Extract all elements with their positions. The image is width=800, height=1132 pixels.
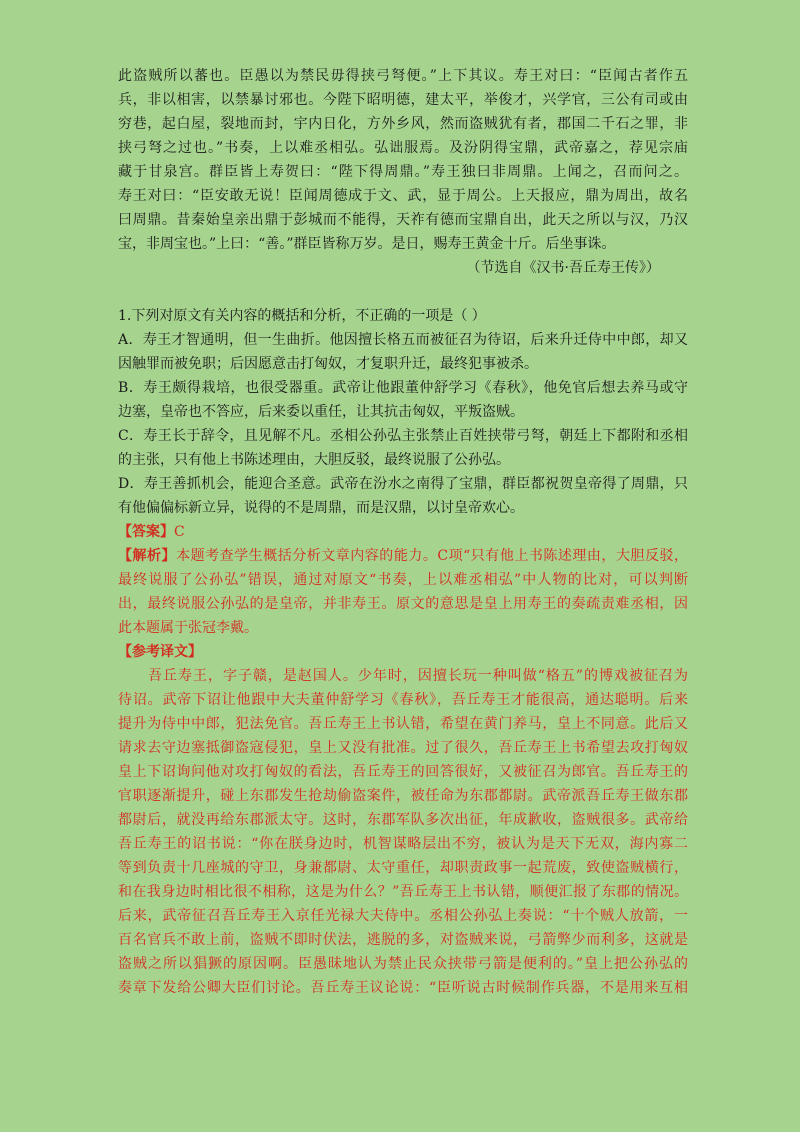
translation-line: 吾丘寿王，字子赣，是赵国人。少年时，因擅长玩一种叫做“格五”的博戏被征召为 [148, 668, 688, 684]
translation-line: 请求去守边塞抵御盗寇侵犯，皇上又没有批准。过了很久，吾丘寿王上书希望去攻打匈奴 [118, 740, 688, 756]
analysis-line: 此本题属于张冠李戴。 [118, 620, 258, 636]
passage-line: 寿王对曰：“臣安敢无说！臣闻周德成于文、武，显于周公。上天报应，鼎为周出，故名 [118, 188, 688, 204]
option-c-line: 的主张，只有他上书陈述理由，大胆反驳，最终说服了公孙弘。 [118, 452, 510, 468]
passage-line: 藏于甘泉宫。群臣皆上寿贺曰：“陛下得周鼎。”寿王独曰非周鼎。上闻之，召而问之。 [118, 164, 688, 180]
passage-source: （节选自《汉书·吾丘寿王传》） [466, 260, 660, 276]
answer-section [118, 520, 688, 544]
translation-line: 皇上下诏询问他对攻打匈奴的看法，吾丘寿王的回答很好，又被征召为郎官。吾丘寿王的 [118, 764, 688, 780]
passage-line: 兵，非以相害，以禁暴讨邪也。今陛下昭明德，建太平，举俊才，兴学官，三公有司或由 [118, 92, 688, 108]
translation-line: 提升为侍中中郎，犯法免官。吾丘寿王上书认错，希望在黄门养马，皇上不同意。此后又 [118, 716, 688, 732]
translation-line: 和在我身边时相比很不相称，这是为什么？”吾丘寿王上书认错，顺便汇报了东郡的情况。 [118, 884, 688, 900]
passage-line: 穷巷，起白屋，裂地而封，宇内日化，方外乡风，然而盗贼犹有者，郡国二千石之罪，非 [118, 116, 688, 132]
translation-line: 后来，武帝征召吾丘寿王入京任光禄大夫侍中。丞相公孙弘上奏说：“十个贼人放箭，一 [118, 908, 688, 924]
analysis-text: 本题考查学生概括分析文章内容的能力。C项“只有他上书陈述理由，大胆反驳， [176, 548, 688, 564]
question-stem: 1.下列对原文有关内容的概括和分析，不正确的一项是（ ） [118, 308, 486, 324]
translation-line: 奏章下发给公卿大臣们讨论。吾丘寿王议论说：“臣听说古时候制作兵器，不是用来互相 [118, 980, 688, 996]
analysis-line: 最终说服了公孙弘”错误，通过对原文“书奏，上以难丞相弘”中人物的比对，可以判断 [118, 572, 688, 588]
passage-line: 曰周鼎。昔秦始皇亲出鼎于彭城而不能得，天祚有德而宝鼎自出，此天之所以与汉，乃汉 [118, 212, 688, 228]
analysis-label: 【解析】 [118, 548, 177, 564]
option-c-line: C．寿王长于辞令，且见解不凡。丞相公孙弘主张禁止百姓挟带弓弩，朝廷上下都附和丞相 [118, 428, 688, 444]
translation-line: 等到负责十几座城的守卫，身兼都尉、太守重任，却职责政事一起荒废，致使盗贼横行， [118, 860, 688, 876]
option-d-line: D．寿王善抓机会，能迎合圣意。武帝在汾水之南得了宝鼎，群臣都祝贺皇帝得了周鼎，只 [118, 476, 688, 492]
option-a-line: A．寿王才智通明，但一生曲折。他因擅长格五而被征召为待诏，后来升迁侍中中郎，却又 [118, 332, 688, 348]
translation-label: 【参考译文】 [118, 644, 202, 660]
option-b-line: 边塞，皇帝也不答应，后来委以重任，让其抗击匈奴，平叛盗贼。 [118, 404, 524, 420]
analysis-line [118, 544, 688, 568]
passage-line: 宝，非周宝也。”上曰：“善。”群臣皆称万岁。是日，赐寿王黄金十斤。后坐事诛。 [118, 236, 616, 252]
analysis-section [118, 544, 688, 640]
answer-value: C [174, 524, 185, 540]
option-a-line: 因触罪而被免职；后因愿意击打匈奴，才复职升迁，最终犯事被杀。 [118, 356, 538, 372]
translation-line: 待诏。武帝下诏让他跟中大夫董仲舒学习《春秋》，吾丘寿王才能很高，通达聪明。后来 [118, 692, 688, 708]
translation-line: 百名官兵不敢上前，盗贼不即时伏法，逃脱的多，对盗贼来说，弓箭弊少而利多，这就是 [118, 932, 688, 948]
option-b-line: B．寿王颇得栽培，也很受器重。武帝让他跟董仲舒学习《春秋》，他免官后想去养马或守 [118, 380, 688, 396]
translation-label-line [118, 640, 688, 664]
passage-line: 此盗贼所以蕃也。臣愚以为禁民毋得挟弓弩便。”上下其议。寿王对曰：“臣闻古者作五 [118, 68, 688, 84]
passage [118, 64, 688, 280]
translation-line: 都尉后，就没再给东郡派太守。这时，东郡军队多次出征，年成歉收，盗贼很多。武帝给 [118, 812, 688, 828]
answer-label: 【答案】 [118, 524, 174, 540]
translation-section [118, 640, 688, 1000]
option-d-line: 有他偏偏标新立异，说得的不是周鼎，而是汉鼎，以讨皇帝欢心。 [118, 500, 524, 516]
translation-line: 吾丘寿王的诏书说：“你在朕身边时，机智谋略层出不穷，被认为是天下无双，海内寡二 [118, 836, 688, 852]
translation-line: 盗贼之所以猖獗的原因啊。臣愚昧地认为禁止民众挟带弓箭是便利的。”皇上把公孙弘的 [118, 956, 688, 972]
question [118, 304, 688, 520]
answer-line [118, 520, 688, 544]
analysis-line: 出，最终说服公孙弘的是皇帝，并非寿王。原文的意思是皇上用寿王的奏疏责难丞相，因 [118, 596, 688, 612]
passage-line: 挟弓弩之过也。”书奏，上以难丞相弘。弘诎服焉。及汾阴得宝鼎，武帝嘉之，荐见宗庙 [118, 140, 688, 156]
translation-line: 官职逐渐提升，碰上东郡发生抢劫偷盗案件，被任命为东郡都尉。武帝派吾丘寿王做东郡 [118, 788, 688, 804]
